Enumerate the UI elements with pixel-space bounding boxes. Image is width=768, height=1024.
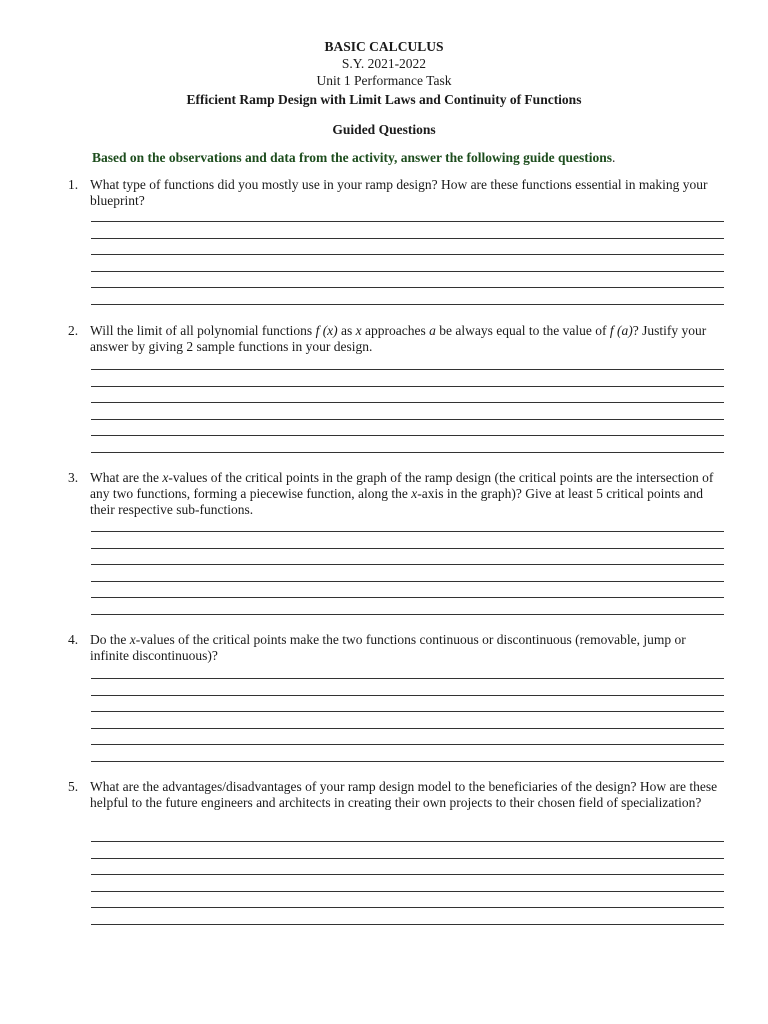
answer-line[interactable] (91, 907, 724, 908)
answer-line[interactable] (91, 924, 724, 925)
question-number: 3. (68, 470, 79, 485)
answer-lines-1[interactable] (91, 221, 724, 320)
answer-lines-3[interactable] (91, 531, 724, 630)
answer-line[interactable] (91, 548, 724, 549)
answer-line[interactable] (91, 452, 724, 453)
answer-line[interactable] (91, 531, 724, 532)
question-number: 2. (68, 323, 79, 338)
instruction-body: Based on the observations and data from the activity, answer the following guide questions (92, 150, 613, 165)
question-text: What type of functions did you mostly use in your ramp design? How are these functions essential in making your blueprint? (90, 177, 708, 208)
answer-line[interactable] (91, 435, 724, 436)
fa-expression: f (a) (609, 323, 633, 338)
question-text: What are the x-values of the critical points in the graph of the ramp design (the critical points are the intersection of any two functions, forming a piecewise function, along the x-axis in the graph)? Give at least 5 critical points and their respective sub-functions. (90, 470, 714, 517)
answer-line[interactable] (91, 238, 724, 239)
answer-line[interactable] (91, 891, 724, 892)
answer-line[interactable] (91, 874, 724, 875)
answer-lines-5[interactable] (91, 841, 724, 940)
answer-line[interactable] (91, 386, 724, 387)
answer-line[interactable] (91, 271, 724, 272)
answer-line[interactable] (91, 614, 724, 615)
x-variable: x (411, 486, 418, 501)
answer-line[interactable] (91, 858, 724, 859)
answer-line[interactable] (91, 597, 724, 598)
answer-line[interactable] (91, 304, 724, 305)
section-heading: Guided Questions (332, 122, 436, 137)
answer-line[interactable] (91, 761, 724, 762)
question-number: 5. (68, 779, 79, 794)
answer-line[interactable] (91, 419, 724, 420)
instruction-period: . (612, 150, 616, 165)
answer-line[interactable] (91, 744, 724, 745)
x-variable: x (355, 323, 362, 338)
answer-line[interactable] (91, 581, 724, 582)
unit-label: Unit 1 Performance Task (316, 73, 452, 88)
answer-line[interactable] (91, 711, 724, 712)
x-variable: x (162, 470, 169, 485)
question-number: 1. (68, 177, 79, 192)
answer-line[interactable] (91, 254, 724, 255)
question-number: 4. (68, 632, 79, 647)
answer-line[interactable] (91, 287, 724, 288)
answer-line[interactable] (91, 678, 724, 679)
answer-line[interactable] (91, 402, 724, 403)
question-text: Will the limit of all polynomial functions f (x) as x approaches a be always equal to the value of f (a)? Justify your answer by giving 2 sample functions in your design. (90, 323, 707, 354)
answer-lines-2[interactable] (91, 369, 724, 468)
answer-line[interactable] (91, 369, 724, 370)
school-year: S.Y. 2021-2022 (341, 56, 427, 71)
answer-line[interactable] (91, 564, 724, 565)
answer-lines-4[interactable] (91, 678, 724, 777)
subject-heading: BASIC CALCULUS (324, 39, 444, 54)
task-title: Efficient Ramp Design with Limit Laws and Continuity of Functions (186, 92, 582, 107)
answer-line[interactable] (91, 728, 724, 729)
answer-line[interactable] (91, 841, 724, 842)
a-variable: a (429, 323, 436, 338)
answer-line[interactable] (91, 695, 724, 696)
answer-line[interactable] (91, 221, 724, 222)
instruction-text (92, 150, 615, 166)
fx-expression: f (x) (315, 323, 338, 338)
x-variable: x (129, 632, 136, 647)
question-text: Do the x-values of the critical points make the two functions continuous or discontinuous (removable, jump or infinite discontinuous)? (90, 632, 686, 663)
question-text: What are the advantages/disadvantages of your ramp design model to the beneficiaries of the design? How are these helpful to the future engineers and architects in creating their own projects to their chosen field of specialization? (90, 779, 718, 810)
